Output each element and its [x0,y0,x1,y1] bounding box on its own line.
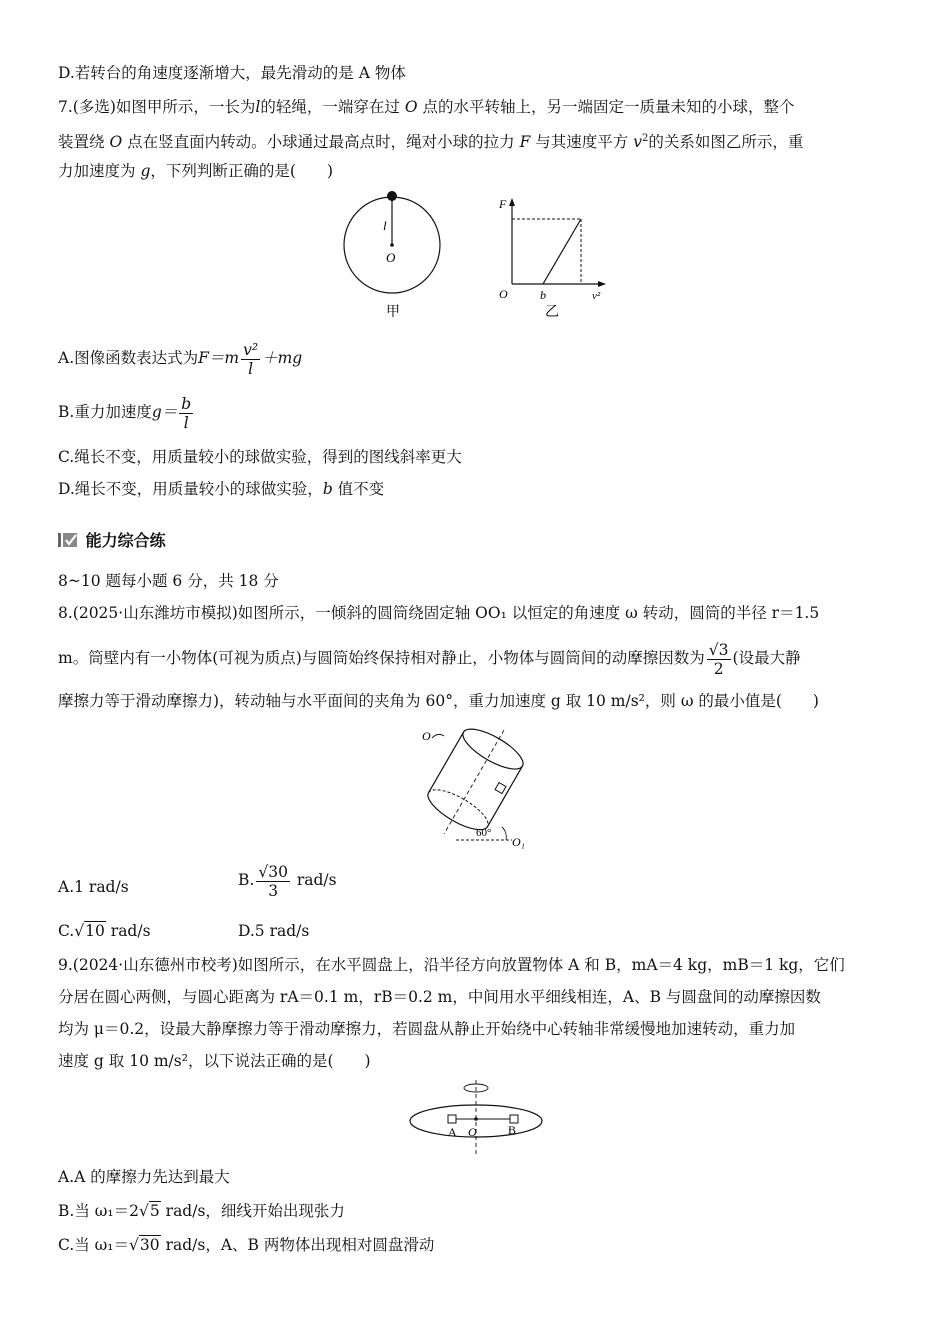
q8-option-c: C.√10 rad/s [58,922,151,940]
small-object [495,783,506,794]
label-l: l [383,218,387,233]
figure-yi [498,197,606,320]
object-a [448,1115,456,1123]
label-v2: v² [592,290,601,302]
check-icon [58,531,80,549]
label-a: A [448,1125,457,1139]
label-b: B [508,1123,517,1137]
q9-figure [404,1076,549,1156]
section-header [58,528,166,551]
object-b [510,1115,518,1123]
figure-jia [344,191,440,320]
graph-line [543,219,581,284]
label-angle: 60° [476,827,492,839]
q9-stem-line4: 速度 g 取 10 m/s²，以下说法正确的是( ) [58,1052,371,1070]
label-f: F [499,197,507,211]
section-title: 能力综合练 [85,531,166,550]
label-o: O [386,250,396,265]
q9-option-b: B.当 ω₁＝2√5 rad/s，细线开始出现张力 [58,1202,345,1220]
q7-option-d: D.绳长不变，用质量较小的球做实验，b 值不变 [58,480,385,498]
q7-option-b: B.重力加速度g＝ $\frac{b}{l}$ [58,394,192,432]
q9-stem-line1: 9.(2024·山东德州市校考)如图所示，在水平圆盘上，沿半径方向放置物体 A 和 B，mA＝4 kg，mB＝1 kg，它们 [58,956,845,974]
q8-stem-line3: 摩擦力等于滑动摩擦力)，转动轴与水平面间的夹角为 60°，重力加速度 g 取 10 m/s²，则 ω 的最小值是( ) [58,692,819,710]
q7-stem-line2: 装置绕 O 点在竖直面内转动。小球通过最高点时，绳对小球的拉力 F 与其速度平方 $v^2$的关系如图乙所示，重 [58,133,804,152]
section-score: 8~10 题每小题 6 分，共 18 分 [58,572,279,590]
q7-stem-line1: 7.(多选)如图甲所示，一长为l的轻绳，一端穿在过 O 点的水平转轴上，另一端固定一质量未知的小球，整个 [58,98,795,116]
label-o1: O₁ [512,835,525,849]
q7-option-c: C.绳长不变，用质量较小的球做实验，得到的图线斜率更大 [58,448,462,466]
q8-option-a: A.1 rad/s [58,878,129,896]
q8-stem-line2: m。筒壁内有一小物体(可视为质点)与圆筒始终保持相对静止，小物体与圆筒间的动摩擦因数为 $\frac{√3}{2}$ (设最大静 [58,640,801,678]
q7-figures [330,186,620,321]
q6-option-d: D.若转台的角速度逐渐增大，最先滑动的是 A 物体 [58,64,406,82]
ball-icon [387,191,397,201]
q8-stem-line1: 8.(2025·山东潍坊市模拟)如图所示，一倾斜的圆筒绕固定轴 OO₁ 以恒定的角速度 ω 转动，圆筒的半径 r＝1.5 [58,604,820,622]
caption-jia: 甲 [386,305,400,320]
label-o2: O [499,287,508,301]
q7-option-a: A.图像函数表达式为F＝m $\frac{\text{v²}}{l}$ ＋mg [58,340,303,378]
q9-stem-line2: 分居在圆心两侧，与圆心距离为 rA＝0.1 m，rB＝0.2 m，中间用水平细线相连，A、B 与圆盘间的动摩擦因数 [58,988,821,1006]
q8-option-b: B. $\frac{√30}{3}$ rad/s [238,862,337,900]
q9-option-c: C.当 ω₁＝√30 rad/s，A、B 两物体出现相对圆盘滑动 [58,1236,435,1254]
label-o: O [422,729,431,743]
caption-yi: 乙 [545,305,559,320]
q8-option-d: D.5 rad/s [238,922,310,940]
q7-stem-line3: 力加速度为 g，下列判断正确的是( ) [58,162,333,180]
q8-figure [416,722,546,852]
label-o: O [468,1125,477,1139]
q9-option-a: A.A 的摩擦力先达到最大 [58,1168,230,1186]
label-b: b [540,288,546,302]
q9-stem-line3: 均为 μ＝0.2，设最大静摩擦力等于滑动摩擦力，若圆盘从静止开始绕中心转轴非常缓慢地加速转动，重力加 [58,1020,796,1038]
